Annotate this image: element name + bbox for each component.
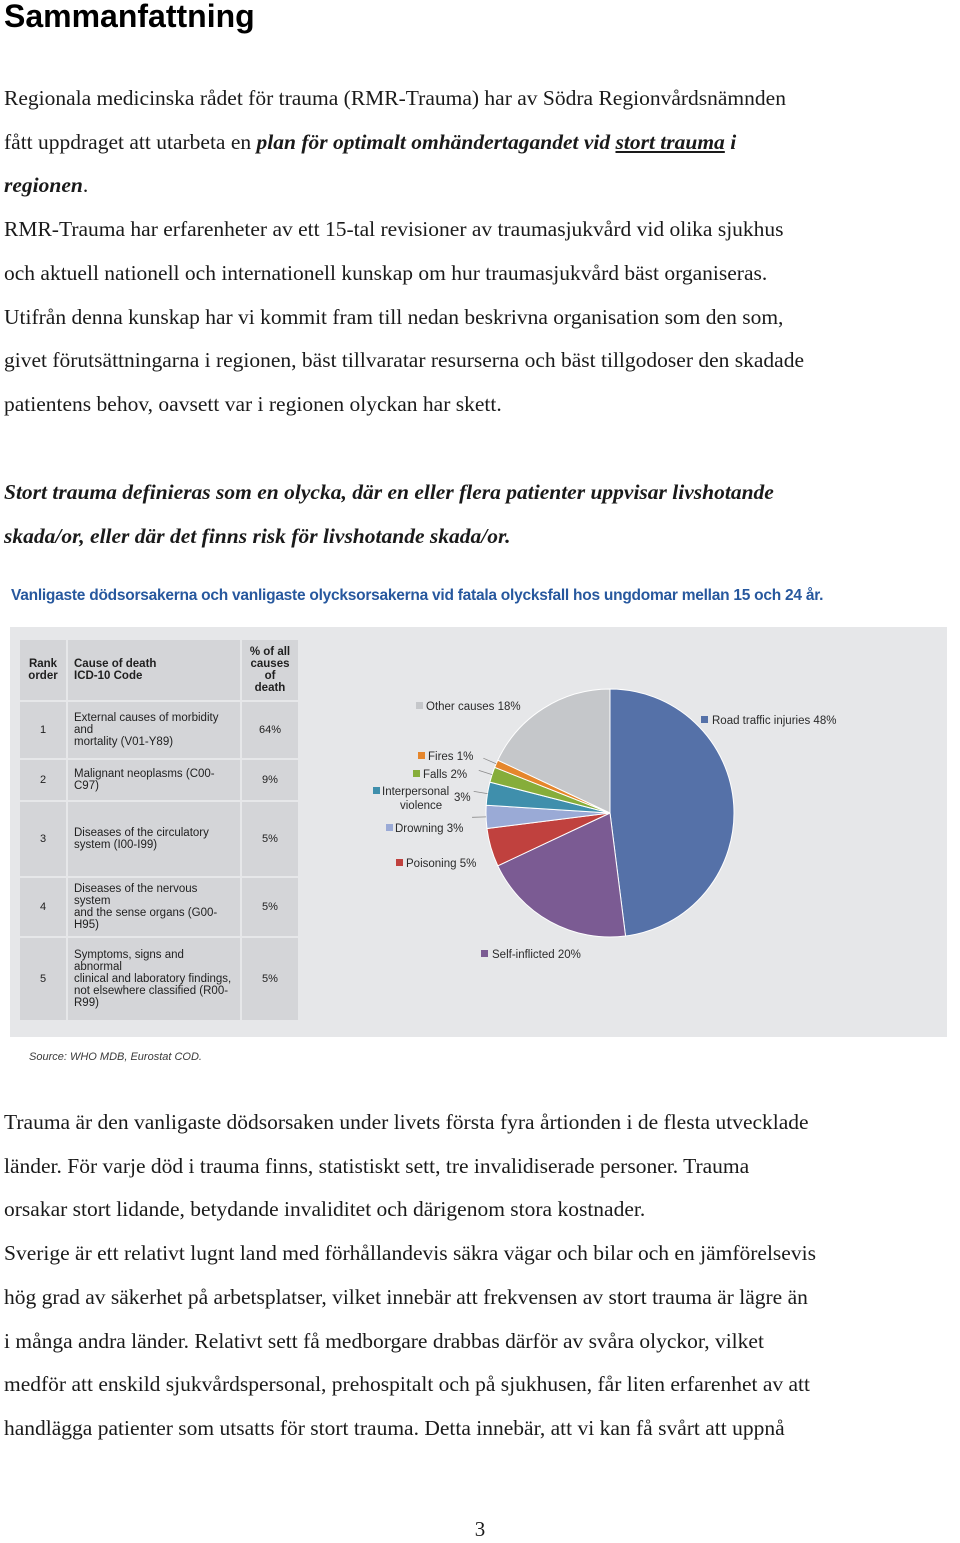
label-road: Road traffic injuries 48% <box>712 715 837 727</box>
legend-swatch-other <box>416 702 423 709</box>
text-line: Regionala medicinska rådet för trauma (RMR-Trauma) har av Södra Regionvårdsnämnden <box>4 86 786 110</box>
cell-text: R99) <box>74 997 99 1009</box>
text-line <box>4 164 959 208</box>
text-line: hög grad av säkerhet på arbetsplatser, vilket innebär att frekvensen av stort trauma är lägre än <box>4 1284 808 1309</box>
cell-text: system (I00-I99) <box>74 839 158 851</box>
label-falls: Falls 2% <box>423 769 468 781</box>
text-line: och aktuell nationell och internationell kunskap om hur traumasjukvård bäst organiseras. <box>4 260 768 285</box>
cell-text: Diseases of the nervous system <box>74 883 198 907</box>
legend-swatch-self <box>481 950 488 957</box>
label-violence-pct: 3% <box>454 792 471 804</box>
cell-rank: 2 <box>20 760 66 800</box>
text-line: givet förutsättningarna i regionen, bäst tillvaratar resurserna och bäst tillgodoser den skadade <box>4 348 805 373</box>
cell-cause: Malignant neoplasms (C00-C97) <box>68 760 240 800</box>
figure-title: Vanligaste dödsorsakerna och vanligaste olycksorsakerna vid fatala olycksfall hos ungdomar mellan 15 och 24 år. <box>11 587 824 604</box>
leader-line <box>483 758 496 764</box>
cell-text: External causes of morbidity and <box>74 712 219 736</box>
cell-percent: 64% <box>242 702 298 758</box>
text-span: . <box>82 173 89 198</box>
text-line: patientens behov, oavsett var i regionen olyckan har skett. <box>4 391 502 416</box>
header-text: % of all <box>249 646 291 658</box>
cell-text: clinical and laboratory findings, <box>74 973 232 985</box>
text-line: Utifrån denna kunskap har vi kommit fram till nedan beskrivna organisation som den som, <box>4 304 784 329</box>
cell-percent: 5% <box>242 938 298 1020</box>
figure-source: Source: WHO MDB, Eurostat COD. <box>29 1051 202 1063</box>
header-text: ICD-10 Code <box>74 670 143 682</box>
leader-line <box>474 791 488 793</box>
emphasis-text: regionen <box>4 173 83 198</box>
cell-text: Diseases of the circulatory <box>74 827 209 839</box>
figure-panel <box>10 627 947 1037</box>
header-text: Rank <box>28 658 58 670</box>
header-text: causes <box>250 658 290 670</box>
cell-text: Symptoms, signs and abnormal <box>74 949 184 973</box>
emphasis-text: plan för optimalt omhändertagandet vid <box>256 129 616 154</box>
text-line <box>4 121 959 165</box>
legend-swatch-poison <box>396 859 403 866</box>
label-fires: Fires 1% <box>428 751 474 763</box>
text-line: skada/or, eller där det finns risk för livshotande skada/or. <box>4 523 511 548</box>
text-line: i många andra länder. Relativt sett få medborgare drabbas därför av svåra olyckor, vilket <box>4 1328 764 1353</box>
text-line: Stort trauma definieras som en olycka, där en eller flera patienter uppvisar livshotande <box>4 480 774 504</box>
text-line: RMR-Trauma har erfarenheter av ett 15-tal revisioner av traumasjukvård vid olika sjukhus <box>4 217 784 242</box>
cell-rank: 4 <box>20 878 66 936</box>
page-heading: Sammanfattning <box>4 0 255 34</box>
label-self: Self-inflicted 20% <box>492 949 581 961</box>
text-line: handlägga patienter som utsatts för stort trauma. Detta innebär, att vi kan få svårt att uppnå <box>4 1415 785 1440</box>
label-violence-line2: violence <box>400 800 443 812</box>
cell-text: not elsewhere classified (R00- <box>74 985 229 997</box>
body-paragraph <box>4 1101 959 1451</box>
definition-paragraph <box>4 471 959 558</box>
text-span: fått uppdraget att utarbeta en <box>4 129 257 154</box>
cell-rank: 1 <box>20 702 66 758</box>
header-text: Cause of death <box>74 658 157 670</box>
cell-rank: 5 <box>20 938 66 1020</box>
underlined-emphasis-text: stort trauma <box>615 129 725 154</box>
header-text: order <box>28 670 58 682</box>
cell-text: mortality (V01-Y89) <box>74 736 174 748</box>
label-drown: Drowning 3% <box>395 823 464 835</box>
text-line: Trauma är den vanligaste dödsorsaken under livets första fyra årtionden i de flesta utvecklade <box>4 1110 809 1134</box>
leader-line <box>479 770 492 774</box>
page-number: 3 <box>474 1517 486 1541</box>
cell-percent: 9% <box>242 760 298 800</box>
legend-swatch-falls <box>413 770 420 777</box>
header-text: of death <box>254 670 286 694</box>
pie-slices <box>486 689 734 937</box>
label-other: Other causes 18% <box>426 701 521 713</box>
text-line: länder. För varje död i trauma finns, statistiskt sett, tre invalidiserade personer. Trauma <box>4 1153 750 1178</box>
cell-percent: 5% <box>242 878 298 936</box>
text-line: medför att enskild sjukvårdspersonal, prehospitalt och på sjukhusen, får liten erfarenhet av att <box>4 1372 810 1397</box>
pie-chart <box>10 627 947 1037</box>
legend-swatch-violence <box>373 787 380 794</box>
cell-percent: 5% <box>242 802 298 876</box>
legend-swatch-road <box>701 716 708 723</box>
text-line: orsakar stort lidande, betydande invaliditet och därigenom stora kostnader. <box>4 1197 646 1222</box>
legend-swatch-drown <box>386 824 393 831</box>
label-violence: Interpersonal <box>382 786 450 798</box>
emphasis-text: i <box>724 129 737 154</box>
label-poison: Poisoning 5% <box>406 858 477 870</box>
intro-paragraph <box>4 77 959 427</box>
text-line: Sverige är ett relativt lugnt land med förhållandevis säkra vägar och bilar och en jämförelsevis <box>4 1241 816 1266</box>
legend-swatch-fires <box>418 752 425 759</box>
cell-rank: 3 <box>20 802 66 876</box>
cell-text: and the sense organs (G00-H95) <box>74 907 218 931</box>
